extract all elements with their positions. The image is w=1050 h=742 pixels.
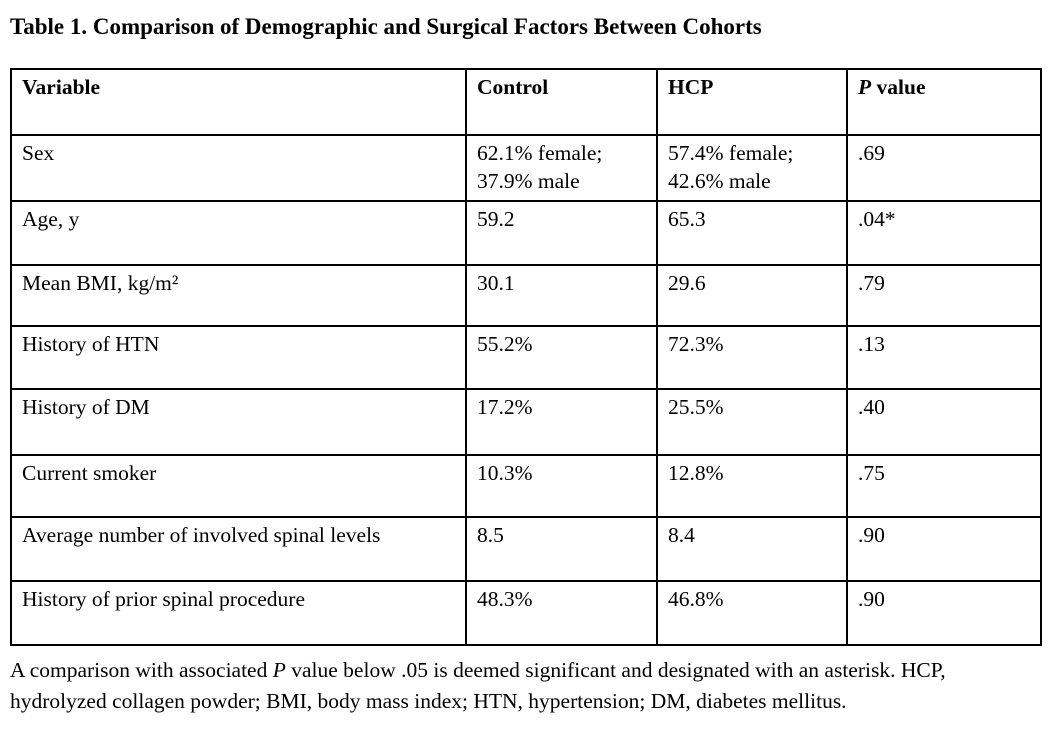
- cell-hcp: 12.8%: [657, 455, 847, 517]
- header-p-italic: P: [858, 75, 872, 99]
- table-row-age: [11, 201, 1041, 265]
- table-header: [11, 69, 1041, 135]
- cell-p-value: .13: [847, 326, 1041, 389]
- footnote-p-italic: P: [272, 657, 286, 682]
- cell-hcp: 65.3: [657, 201, 847, 265]
- footnote-text-1: A comparison with associated: [10, 657, 273, 682]
- comparison-table: [10, 68, 1042, 646]
- cell-hcp: 57.4% female; 42.6% male: [657, 135, 847, 201]
- cell-p-value: .69: [847, 135, 1041, 201]
- table-body: [11, 135, 1041, 645]
- cell-variable: Age, y: [11, 201, 466, 265]
- cell-p-value: .40: [847, 389, 1041, 455]
- cell-p-value: .90: [847, 581, 1041, 645]
- cell-variable: Sex: [11, 135, 466, 201]
- cell-variable: History of DM: [11, 389, 466, 455]
- cell-p-value: .90: [847, 517, 1041, 581]
- cell-p-value: .75: [847, 455, 1041, 517]
- header-control: Control: [466, 69, 657, 135]
- cell-control: 48.3%: [466, 581, 657, 645]
- cell-control: 62.1% female; 37.9% male: [466, 135, 657, 201]
- table-row-htn: [11, 326, 1041, 389]
- header-p-value: [847, 69, 1041, 135]
- cell-control: 30.1: [466, 265, 657, 326]
- cell-control: 10.3%: [466, 455, 657, 517]
- cell-variable: History of prior spinal procedure: [11, 581, 466, 645]
- cell-p-value: .04*: [847, 201, 1041, 265]
- header-row: [11, 69, 1041, 135]
- table-row-prior-procedure: [11, 581, 1041, 645]
- cell-hcp: 72.3%: [657, 326, 847, 389]
- cell-hcp: 46.8%: [657, 581, 847, 645]
- cell-variable: Current smoker: [11, 455, 466, 517]
- footnote-text-2: value below .05 is deemed significant and designated with an asterisk. HCP, hydrolyzed collagen powder; BMI, body mass index; HTN, hypertension; DM, diabetes mellitus.: [10, 657, 946, 713]
- cell-variable: History of HTN: [11, 326, 466, 389]
- cell-hcp: 8.4: [657, 517, 847, 581]
- cell-hcp: 25.5%: [657, 389, 847, 455]
- cell-variable: Mean BMI, kg/m²: [11, 265, 466, 326]
- header-hcp: HCP: [657, 69, 847, 135]
- table-row-spinal-levels: [11, 517, 1041, 581]
- table-row-bmi: [11, 265, 1041, 326]
- cell-control: 17.2%: [466, 389, 657, 455]
- header-variable: Variable: [11, 69, 466, 135]
- cell-control: 59.2: [466, 201, 657, 265]
- header-p-rest: value: [871, 75, 926, 99]
- cell-control: 55.2%: [466, 326, 657, 389]
- cell-control: 8.5: [466, 517, 657, 581]
- cell-hcp: 29.6: [657, 265, 847, 326]
- table-title: Table 1. Comparison of Demographic and Surgical Factors Between Cohorts: [10, 14, 762, 39]
- table-row-sex: [11, 135, 1041, 201]
- table-row-smoker: [11, 455, 1041, 517]
- table-footnote: [10, 655, 1040, 717]
- table-row-dm: [11, 389, 1041, 455]
- cell-variable: Average number of involved spinal levels: [11, 517, 466, 581]
- cell-p-value: .79: [847, 265, 1041, 326]
